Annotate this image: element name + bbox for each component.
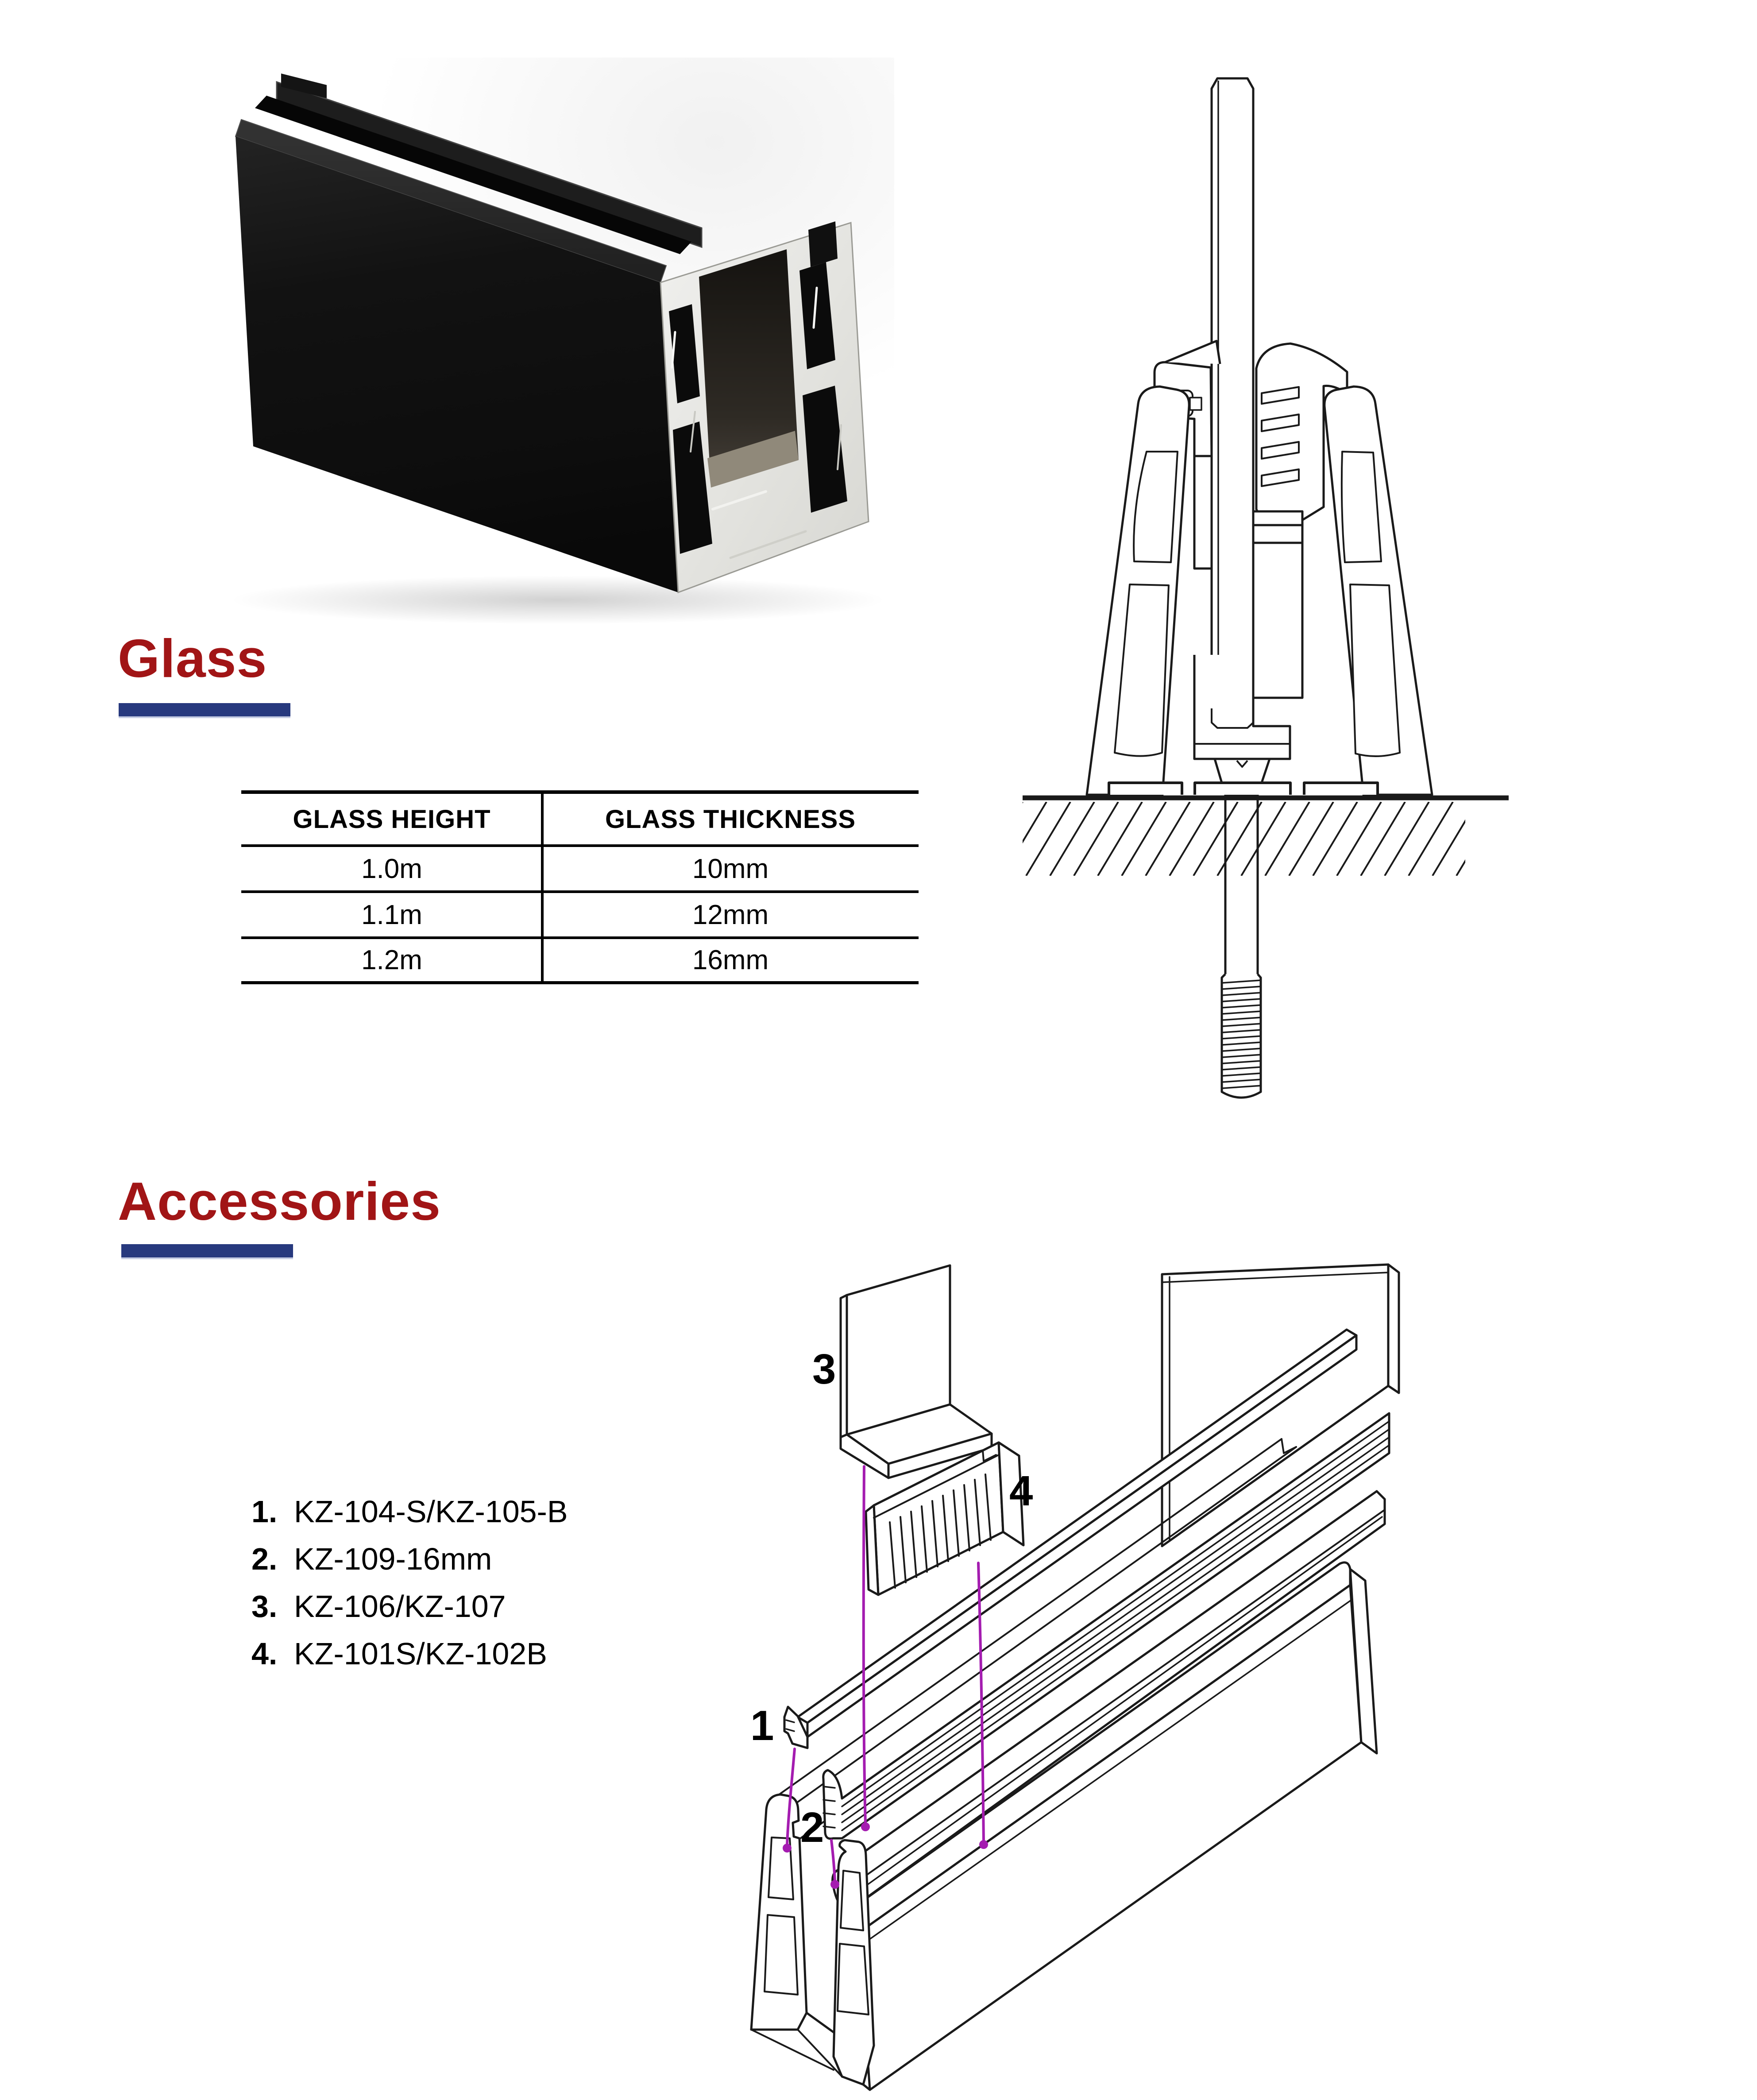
item-number: 2. xyxy=(251,1541,278,1576)
callout-2: 2 xyxy=(800,1804,824,1851)
left-leg xyxy=(1087,387,1189,795)
item-number: 3. xyxy=(251,1589,278,1624)
item-number: 4. xyxy=(251,1636,278,1671)
item-label: KZ-104-S/KZ-105-B xyxy=(294,1494,568,1529)
item-number: 1. xyxy=(251,1494,278,1529)
table-row xyxy=(241,847,919,890)
threaded-rod xyxy=(1222,795,1261,1098)
list-item xyxy=(251,1488,694,1535)
list-item xyxy=(251,1535,694,1582)
black-aluminum-u-channel-photo xyxy=(177,58,894,624)
callout-4: 4 xyxy=(1009,1467,1033,1515)
table-header-row xyxy=(241,794,919,844)
glass-section-title: Glass xyxy=(118,628,267,688)
header-glass-height: GLASS HEIGHT xyxy=(293,804,491,834)
thread-lines xyxy=(1222,980,1261,1088)
concrete-hatch xyxy=(1014,802,1525,876)
cell-height-2: 1.1m xyxy=(361,899,422,930)
setting-block xyxy=(1253,511,1302,698)
callout-3: 3 xyxy=(812,1346,836,1393)
accessories-title-underline xyxy=(121,1244,293,1257)
table-border-bottom xyxy=(241,981,919,984)
cell-thickness-2: 12mm xyxy=(692,899,769,930)
glass-size-table xyxy=(241,790,919,984)
table-row xyxy=(241,939,919,981)
accessories-section-title: Accessories xyxy=(118,1171,441,1231)
cell-thickness-1: 10mm xyxy=(692,853,769,884)
photo-shadow xyxy=(230,576,885,624)
left-filler-plate xyxy=(1194,456,1212,569)
right-leg xyxy=(1325,387,1432,795)
list-item xyxy=(251,1630,694,1677)
cell-height-1: 1.0m xyxy=(361,853,422,884)
glass-title-underline xyxy=(119,703,290,716)
glass-pane xyxy=(1212,78,1253,726)
item-label: KZ-109-16mm xyxy=(294,1541,492,1576)
list-item xyxy=(251,1582,694,1630)
part3-l-bracket xyxy=(841,1265,992,1478)
item-label: KZ-106/KZ-107 xyxy=(294,1589,506,1624)
header-glass-thickness: GLASS THICKNESS xyxy=(605,804,856,834)
table-border-top xyxy=(241,790,919,794)
accessories-list xyxy=(251,1488,694,1677)
callout-1: 1 xyxy=(750,1702,774,1749)
cell-height-3: 1.2m xyxy=(361,945,422,975)
table-row xyxy=(241,893,919,936)
cell-thickness-3: 16mm xyxy=(692,945,769,975)
accessories-exploded-diagram xyxy=(642,1253,1638,2094)
item-label: KZ-101S/KZ-102B xyxy=(294,1636,547,1671)
base-pads xyxy=(1109,783,1378,795)
glass-railing-channel-cross-section xyxy=(1014,62,1633,1151)
